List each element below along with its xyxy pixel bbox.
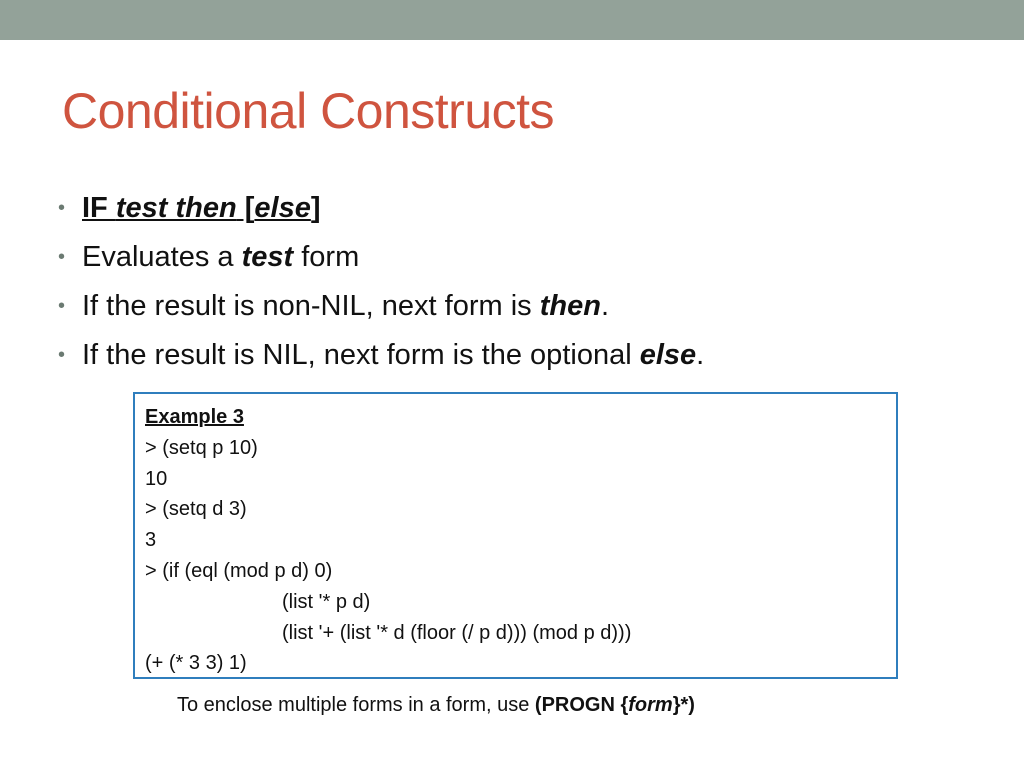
form-term: form xyxy=(628,694,673,716)
top-accent-bar xyxy=(0,0,1024,40)
else-term: else xyxy=(254,192,311,224)
code-line: 3 xyxy=(145,529,157,552)
bullet-if-syntax xyxy=(58,184,704,233)
code-line: 10 xyxy=(145,467,168,490)
code-line: (list '+ (list '* d (floor (/ p d))) (mod p d))) xyxy=(282,621,632,644)
else-term: else xyxy=(639,339,697,371)
bullet-marker: • xyxy=(58,197,66,219)
example-code-box xyxy=(133,392,898,679)
bullet-text: If the result is non-NIL, next form is xyxy=(82,290,540,322)
bullet-marker: • xyxy=(58,295,66,317)
code-line: (list '* p d) xyxy=(282,590,371,613)
bullet-text: . xyxy=(600,290,610,322)
bullet-text: . xyxy=(696,339,705,371)
bullet-list xyxy=(58,184,704,380)
then-term: then xyxy=(539,290,601,322)
code-line: > (setq p 10) xyxy=(145,436,258,459)
bullet-evaluates-test xyxy=(58,233,704,282)
code-line: > (setq d 3) xyxy=(145,498,247,521)
note-text: To enclose multiple forms in a form, use xyxy=(177,694,535,716)
bullet-marker: • xyxy=(58,246,66,268)
progn-close: }*) xyxy=(672,694,695,716)
slide-title: Conditional Constructs xyxy=(62,83,555,139)
bullet-text: Evaluates a xyxy=(82,241,242,273)
open-bracket: [ xyxy=(236,192,255,224)
bullet-nil-result xyxy=(58,331,704,380)
bullet-non-nil-result xyxy=(58,282,704,331)
bullet-text: If the result is NIL, next form is the optional xyxy=(82,339,640,371)
if-keyword: IF xyxy=(82,192,116,224)
code-line: (+ (* 3 3) 1) xyxy=(145,652,247,675)
test-term: test xyxy=(241,241,294,273)
progn-open: (PROGN { xyxy=(534,694,629,716)
code-line: > (if (eql (mod p d) 0) xyxy=(145,559,333,582)
close-bracket: ] xyxy=(310,192,321,224)
example-heading: Example 3 xyxy=(145,406,244,428)
bullet-marker: • xyxy=(58,344,66,366)
bullet-text: form xyxy=(293,241,360,273)
progn-note xyxy=(177,694,695,717)
test-then-term: test then xyxy=(115,192,237,224)
